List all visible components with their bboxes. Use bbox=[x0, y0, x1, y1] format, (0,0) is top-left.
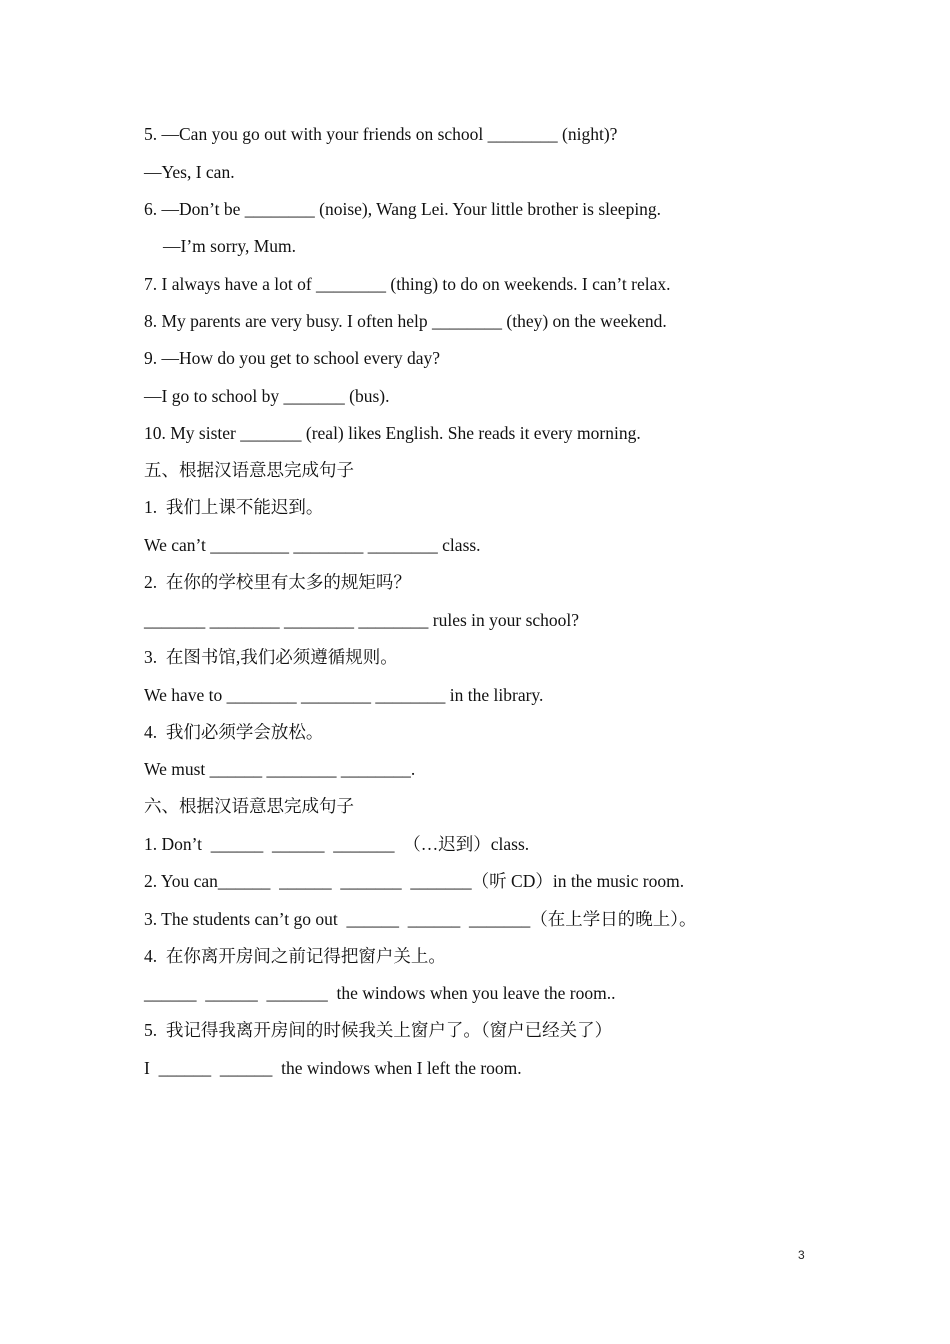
q9-line: 9. —How do you get to school every day? bbox=[144, 348, 440, 368]
s6-q4-english: ______ ______ _______ the windows when you leave the room.. bbox=[144, 983, 616, 1003]
q5-line: 5. —Can you go out with your friends on school ________ (night)? bbox=[144, 124, 618, 144]
q5-answer-line: —Yes, I can. bbox=[144, 162, 235, 182]
s5-q1-english: We can’t _________ ________ ________ class. bbox=[144, 535, 481, 555]
q8-line: 8. My parents are very busy. I often help ________ (they) on the weekend. bbox=[144, 311, 667, 331]
s5-q2-chinese: 2. 在你的学校里有太多的规矩吗？ bbox=[144, 572, 411, 592]
q7-line: 7. I always have a lot of ________ (thing) to do on weekends. I can’t relax. bbox=[144, 274, 671, 294]
section-5-heading: 五、根据汉语意思完成句子 bbox=[144, 460, 354, 480]
q6-answer-line: —I’m sorry, Mum. bbox=[163, 236, 297, 256]
s5-q4-chinese: 4. 我们必须学会放松。 bbox=[144, 722, 324, 742]
q10-line: 10. My sister _______ (real) likes English. She reads it every morning. bbox=[144, 423, 641, 443]
s5-q4-english: We must ______ ________ ________. bbox=[144, 759, 416, 779]
s6-q2-line: 2. You can______ ______ _______ _______（听 CD）in the music room. bbox=[144, 871, 685, 891]
q9-answer-line: —I go to school by _______ (bus). bbox=[144, 386, 390, 406]
s6-q5-english: I ______ ______ the windows when I left the room. bbox=[144, 1058, 522, 1078]
s5-q1-chinese: 1. 我们上课不能迟到。 bbox=[144, 497, 324, 517]
s5-q3-chinese: 3. 在图书馆,我们必须遵循规则。 bbox=[144, 647, 398, 667]
s5-q2-english: _______ ________ ________ ________ rules in your school? bbox=[144, 610, 580, 630]
page-number: 3 bbox=[798, 1248, 805, 1262]
s6-q5-chinese: 5. 我记得我离开房间的时候我关上窗户了。（窗户已经关了） bbox=[144, 1020, 613, 1040]
s6-q1-line: 1. Don’t ______ ______ _______ （…迟到）class. bbox=[144, 834, 530, 854]
s6-q3-line: 3. The students can’t go out ______ ______ _______（在上学日的晚上）。 bbox=[144, 909, 697, 929]
s6-q4-chinese: 4. 在你离开房间之前记得把窗户关上。 bbox=[144, 946, 446, 966]
s5-q3-english: We have to ________ ________ ________ in the library. bbox=[144, 685, 544, 705]
q6-line: 6. —Don’t be ________ (noise), Wang Lei. Your little brother is sleeping. bbox=[144, 199, 662, 219]
section-6-heading: 六、根据汉语意思完成句子 bbox=[144, 796, 354, 816]
